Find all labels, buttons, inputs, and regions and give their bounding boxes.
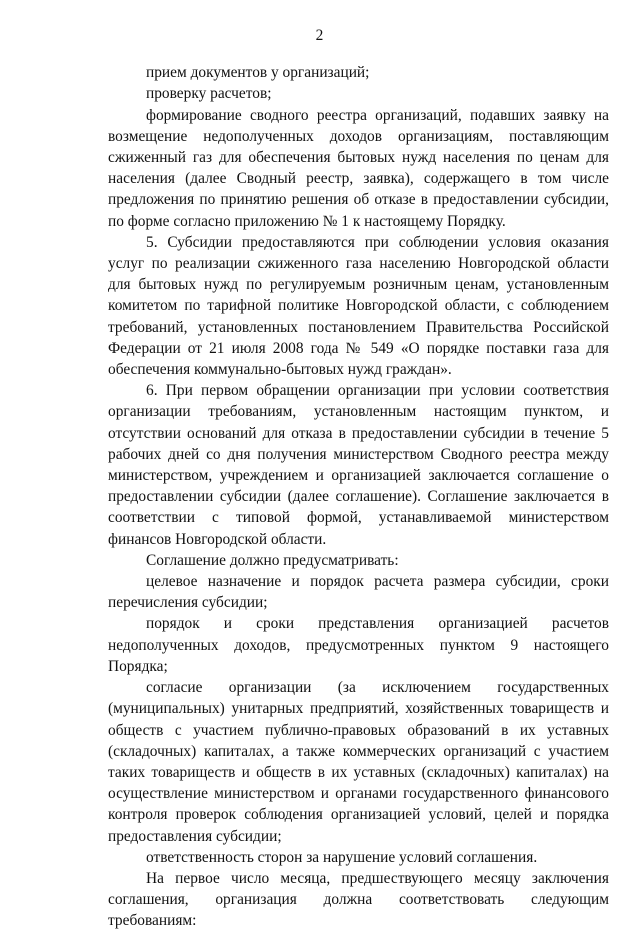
paragraph-10: ответственность сторон за нарушение условий соглашения.	[146, 848, 538, 866]
paragraph-4: 5. Субсидии предоставляются при соблюдении условия оказания услуг по реализации сжиженного газа населению Новгородской области для бытовых нужд по регулируемым розничным ценам, установленным комитетом по тарифной политике Новгородской области, с соблюдением требований, установленных постановлением Правительства Российской Федерации от 21 июля 2008 года № 549 «О порядке поставки газа для обеспечения коммунально-бытовых нужд граждан».	[108, 233, 609, 379]
paragraph-11: На первое число месяца, предшествующего месяцу заключения соглашения, организация должна соответствовать следующим требованиям:	[108, 869, 609, 930]
paragraph-9: согласие организации (за исключением государственных (муниципальных) унитарных предприятий, хозяйственных товариществ и обществ с участием публично-правовых образований в их уставных (складочных) капиталах, а также коммерческих организаций с участием таких товариществ и обществ в их уставных (складочных) капиталах) на осуществление министерством и органами государственного финансового контроля проверок соблюдения организацией условий, целей и порядка предоставления субсидии;	[108, 679, 609, 845]
paragraph-6: Соглашение должно предусматривать:	[146, 551, 399, 569]
page-number: 2	[315, 27, 324, 44]
paragraph-8: порядок и сроки представления организацией расчетов недополученных доходов, предусмотренных пунктом 9 настоящего Порядка;	[108, 615, 609, 675]
paragraph-2: проверку расчетов;	[146, 85, 272, 103]
paragraph-5: 6. При первом обращении организации при условии соответствия организации требованиям, установленным настоящим пунктом, и отсутствии оснований для отказа в предоставлении субсидии в течение 5 рабочих дней со дня получения министерством Сводного реестра между министерством, учреждением и организацией заключается соглашение о предоставлении субсидии (далее соглашение). Соглашение заключается в соответствии с типовой формой, устанавливаемой министерством финансов Новгородской области.	[108, 382, 609, 548]
paragraph-1: прием документов у организаций;	[146, 64, 370, 82]
paragraph-7: целевое назначение и порядок расчета размера субсидии, сроки перечисления субсидии;	[108, 573, 609, 612]
paragraph-3: формирование сводного реестра организаций, подавших заявку на возмещение недополученных доходов организациям, поставляющим сжиженный газ для обеспечения бытовых нужд населения по ценам для населения (далее Сводный реестр, заявка), содержащего в том числе предложения по принятию решения об отказе в предоставлении субсидии, по форме согласно приложению № 1 к настоящему Порядку.	[108, 106, 609, 230]
